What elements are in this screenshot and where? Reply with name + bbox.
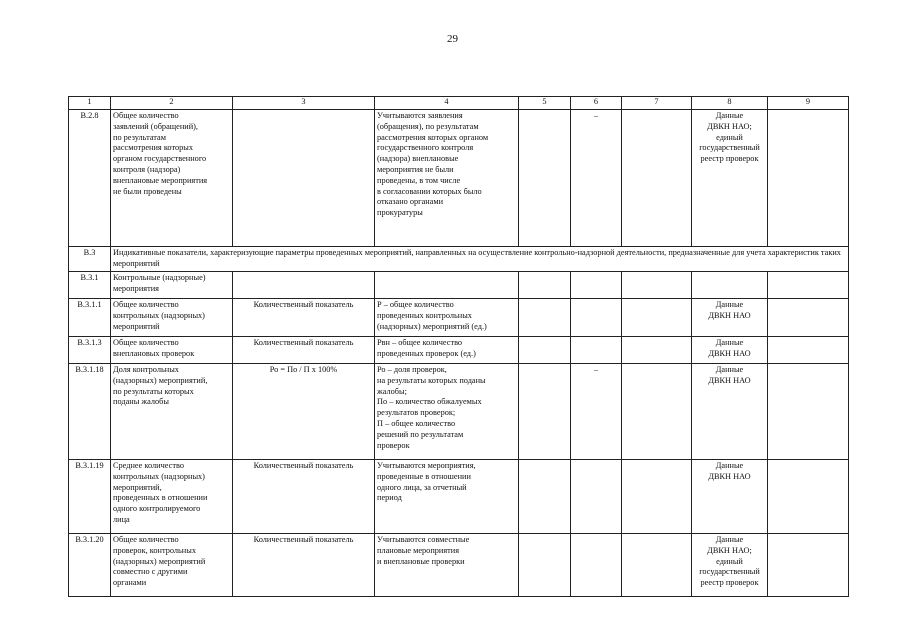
row-col6: [571, 299, 622, 337]
row-col6: [571, 534, 622, 597]
section-title: Индикативные показатели, характеризующие параметры проведенных мероприятий, направленных на осуществление контрольно-надзорной деятельности, предназначенные для учета характеристик таких мероприятий: [111, 247, 849, 272]
row-code: B.3.1.18: [69, 364, 111, 460]
table-row: [69, 364, 849, 460]
row-name: Контрольные (надзорные) мероприятия: [111, 272, 233, 299]
row-source: Данные ДВКН НАО: [692, 460, 768, 534]
row-name: Общее количество заявлений (обращений), по результатам рассмотрения которых органом государственного контроля (надзора) внеплановые мероприятия не были проведены: [111, 110, 233, 247]
table-row: [69, 534, 849, 597]
row-col9: [768, 364, 849, 460]
row-code: B.3.1.3: [69, 337, 111, 364]
row-description: [375, 272, 519, 299]
row-source: Данные ДВКН НАО: [692, 337, 768, 364]
row-description: Рвн – общее количество проведенных проверок (ед.): [375, 337, 519, 364]
row-col5: [519, 364, 571, 460]
row-col9: [768, 460, 849, 534]
row-col9: [768, 299, 849, 337]
indicator-table: [68, 96, 849, 597]
row-name: Доля контрольных (надзорных) мероприятий, по результаты которых поданы жалобы: [111, 364, 233, 460]
row-description: Р – общее количество проведенных контрольных (надзорных) мероприятий (ед.): [375, 299, 519, 337]
row-col6: –: [571, 110, 622, 247]
row-code: B.3.1.20: [69, 534, 111, 597]
row-code: B.3.1: [69, 272, 111, 299]
table-row: [69, 110, 849, 247]
row-col6: –: [571, 364, 622, 460]
row-col7: [622, 364, 692, 460]
row-col9: [768, 110, 849, 247]
row-code: B.2.8: [69, 110, 111, 247]
row-source: Данные ДВКН НАО; единый государственный реестр проверок: [692, 534, 768, 597]
row-col5: [519, 299, 571, 337]
header-cell: 4: [375, 97, 519, 110]
header-cell: 9: [768, 97, 849, 110]
row-name: Общее количество контрольных (надзорных) мероприятий: [111, 299, 233, 337]
table-body: [69, 110, 849, 597]
header-cell: 1: [69, 97, 111, 110]
row-col7: [622, 534, 692, 597]
header-cell: 6: [571, 97, 622, 110]
row-col5: [519, 272, 571, 299]
header-cell: 2: [111, 97, 233, 110]
row-col9: [768, 337, 849, 364]
row-description: Учитываются совместные плановые мероприятия и внеплановые проверки: [375, 534, 519, 597]
row-code: B.3.1.1: [69, 299, 111, 337]
row-description: Ро – доля проверок, на результаты которых поданы жалобы; По – количество обжалуемых результатов проверок; П – общее количество решений по результатам проверок: [375, 364, 519, 460]
section-code: B.3: [69, 247, 111, 272]
row-col9: [768, 534, 849, 597]
header-row: [69, 97, 849, 110]
row-name: Среднее количество контрольных (надзорных) мероприятий, проведенных в отношении одного контролируемого лица: [111, 460, 233, 534]
table-row: [69, 460, 849, 534]
row-source: [692, 272, 768, 299]
row-description: Учитываются мероприятия, проведенные в отношении одного лица, за отчетный период: [375, 460, 519, 534]
table-row: [69, 337, 849, 364]
row-description: Учитываются заявления (обращения), по результатам рассмотрения которых органом государственного контроля (надзора) внеплановые мероприятия не были проведены, в том числе в согласовании которых было отказано органами прокуратуры: [375, 110, 519, 247]
row-col7: [622, 460, 692, 534]
row-col6: [571, 272, 622, 299]
row-source: Данные ДВКН НАО: [692, 299, 768, 337]
row-indicator-type: Количественный показатель: [233, 299, 375, 337]
row-col5: [519, 110, 571, 247]
row-col5: [519, 534, 571, 597]
row-indicator-type: [233, 110, 375, 247]
page-number: 29: [447, 33, 458, 45]
row-source: Данные ДВКН НАО; единый государственный реестр проверок: [692, 110, 768, 247]
row-name: Общее количество внеплановых проверок: [111, 337, 233, 364]
row-indicator-type: Количественный показатель: [233, 460, 375, 534]
row-col5: [519, 460, 571, 534]
row-col6: [571, 337, 622, 364]
header-cell: 8: [692, 97, 768, 110]
row-col6: [571, 460, 622, 534]
row-indicator-type: Количественный показатель: [233, 337, 375, 364]
table-row: [69, 299, 849, 337]
row-indicator-type: Количественный показатель: [233, 534, 375, 597]
header-cell: 5: [519, 97, 571, 110]
header-cell: 3: [233, 97, 375, 110]
header-cell: 7: [622, 97, 692, 110]
section-row: [69, 247, 849, 272]
row-formula: Ро = По / П х 100%: [233, 364, 375, 460]
row-indicator-type: [233, 272, 375, 299]
table-row: [69, 272, 849, 299]
row-name: Общее количество проверок, контрольных (надзорных) мероприятий совместно с другими органами: [111, 534, 233, 597]
row-source: Данные ДВКН НАО: [692, 364, 768, 460]
row-code: B.3.1.19: [69, 460, 111, 534]
row-col7: [622, 299, 692, 337]
row-col9: [768, 272, 849, 299]
row-col5: [519, 337, 571, 364]
row-col7: [622, 110, 692, 247]
row-col7: [622, 272, 692, 299]
row-col7: [622, 337, 692, 364]
